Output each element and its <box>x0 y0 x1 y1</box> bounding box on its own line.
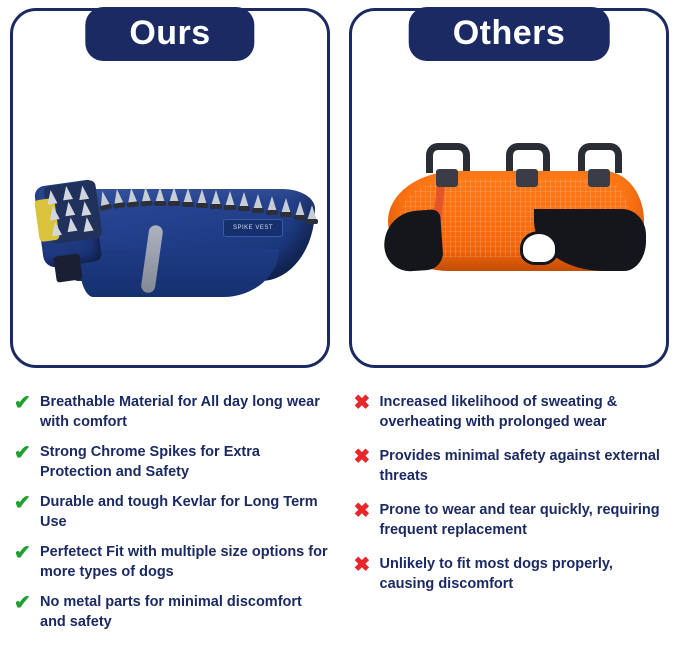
cross-icon: ✖ <box>353 392 371 414</box>
vest-buckle <box>53 253 82 282</box>
orange-mesh-vest <box>378 145 650 295</box>
list-item <box>14 492 330 532</box>
panel-others <box>349 8 669 368</box>
list-item <box>354 500 670 540</box>
list-item-text: No metal parts for minimal discomfort and safety <box>40 594 302 630</box>
collar-spikes <box>39 181 108 245</box>
check-icon: ✔ <box>14 492 31 514</box>
list-item-text: Increased likelihood of sweating & overheating with prolonged wear <box>379 394 618 430</box>
list-item-text: Strong Chrome Spikes for Extra Protection and Safety <box>40 444 260 480</box>
list-item <box>14 442 330 482</box>
buckle-3 <box>588 169 610 187</box>
list-item-text: Durable and tough Kevlar for Long Term Use <box>40 494 318 530</box>
ours-feature-list <box>0 392 340 669</box>
brand-logo-patch: SPIKE VEST <box>223 219 283 237</box>
list-item-text: Provides minimal safety against external threats <box>379 448 660 484</box>
list-item-text: Perfetect Fit with multiple size options for more types of dogs <box>40 544 328 580</box>
list-item <box>354 446 670 486</box>
others-feature-list <box>340 392 679 669</box>
list-item-text: Prone to wear and tear quickly, requiring frequent replacement <box>379 502 660 538</box>
feature-lists <box>0 392 679 669</box>
blue-spiked-vest <box>27 159 317 304</box>
list-item <box>14 542 330 582</box>
buckle-1 <box>436 169 458 187</box>
list-item <box>14 392 330 432</box>
others-product-image <box>352 85 666 357</box>
leg-opening <box>520 231 558 265</box>
ours-product-image <box>13 85 327 357</box>
panel-title-others: Others <box>409 7 610 61</box>
panel-ours <box>10 8 330 368</box>
check-icon: ✔ <box>14 392 31 414</box>
list-item-text: Breathable Material for All day long wear with comfort <box>40 394 320 430</box>
check-icon: ✔ <box>14 442 31 464</box>
panel-title-ours: Ours <box>85 7 254 61</box>
check-icon: ✔ <box>14 542 31 564</box>
list-item-text: Unlikely to fit most dogs properly, causing discomfort <box>379 556 613 592</box>
buckle-2 <box>516 169 538 187</box>
cross-icon: ✖ <box>353 500 371 522</box>
list-item <box>354 554 670 594</box>
list-item <box>354 392 670 432</box>
check-icon: ✔ <box>14 592 31 614</box>
cross-icon: ✖ <box>353 554 371 576</box>
product-panels <box>0 8 679 380</box>
spike-row <box>97 177 317 211</box>
list-item <box>14 592 330 632</box>
cross-icon: ✖ <box>353 446 371 468</box>
